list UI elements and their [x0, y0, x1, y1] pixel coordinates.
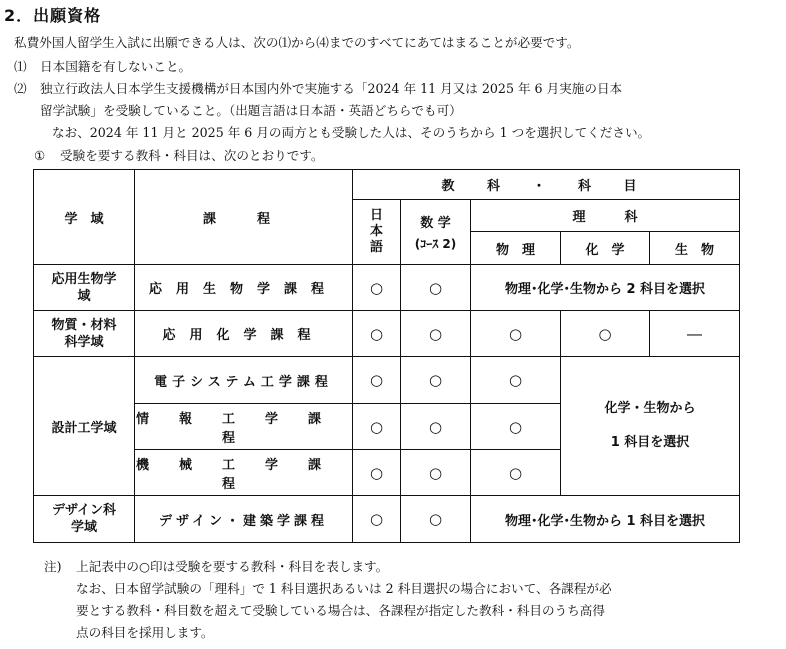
header-physics: 物 理 [471, 232, 561, 265]
item-1 [14, 57, 191, 77]
header-course: 課 程 [135, 170, 353, 265]
mark-math: ○ [401, 496, 471, 543]
header-math [401, 200, 471, 265]
intro-text: 私費外国人留学生入試に出願できる人は、次の⑴から⑷までのすべてにあてはまることが必要です。 [14, 35, 580, 50]
header-biology: 生 物 [650, 232, 740, 265]
mark-math: ○ [401, 265, 471, 311]
mark-japanese: ○ [353, 450, 401, 496]
header-chemistry: 化 学 [561, 232, 650, 265]
header-math-label: 数 学 [420, 216, 451, 231]
sub-item-number: ① [34, 148, 46, 163]
note-line-3: 要とする教科・科目数を超えて受験している場合は、各課程が指定した教科・科目のうち高得 [76, 603, 605, 618]
course-info: 情報工学課程 [135, 404, 353, 450]
mark-math: ○ [401, 450, 471, 496]
note-line-2: なお、日本留学試験の「理科」で 1 科目選択あるいは 2 科目選択の場合において、各課程が必 [76, 581, 612, 596]
header-area: 学 域 [34, 170, 135, 265]
course-electronics: 電子システム工学課程 [135, 357, 353, 404]
area-applied-bio: 応用生物学域 [34, 265, 135, 311]
item-2-line-2: 留学試験」を受験していること。（出題言語は日本語・英語どちらでも可） [40, 103, 462, 118]
course-applied-chem: 応用化学課程 [135, 311, 353, 357]
subjects-table [33, 169, 740, 543]
mark-japanese: ○ [353, 404, 401, 450]
note-line-1: 上記表中の○印は受験を要する教科・科目を表します。 [76, 559, 389, 574]
item-2-line-1 [14, 79, 622, 99]
mark-japanese: ○ [353, 357, 401, 404]
note-label: 注) [44, 559, 62, 574]
header-subjects: 教 科 ・ 科 目 [353, 170, 740, 200]
course-design-arch: デザイン・建築学課程 [135, 496, 353, 543]
area-design-sci: デザイン科学域 [34, 496, 135, 543]
item-1-text: 日本国籍を有しないこと。 [40, 59, 192, 74]
mark-physics: ○ [471, 311, 561, 357]
area-design-eng: 設計工学域 [34, 357, 135, 496]
header-math-course: (ｺｰｽ 2) [414, 237, 457, 251]
area-materials: 物質・材料科学域 [34, 311, 135, 357]
mark-chemistry: ○ [561, 311, 650, 357]
mark-japanese: ○ [353, 496, 401, 543]
item-1-number: ⑴ [14, 59, 27, 74]
science-note-design-sci: 物理･化学･生物から 1 科目を選択 [471, 496, 740, 543]
mark-japanese: ○ [353, 311, 401, 357]
science-note-design-eng [561, 357, 740, 496]
mark-physics: ○ [471, 450, 561, 496]
course-mech: 機械工学課程 [135, 450, 353, 496]
item-2-line-3: なお、2024 年 11 月と 2025 年 6 月の両方とも受験した人は、そのうちから 1 つを選択してください。 [52, 125, 651, 140]
note-line-4: 点の科目を採用します。 [76, 625, 214, 640]
science-note-applied-bio: 物理･化学･生物から 2 科目を選択 [471, 265, 740, 311]
item-2-text-1: 独立行政法人日本学生支援機構が日本国内外で実施する「2024 年 11 月又は 2025 年 6 月実施の日本 [40, 81, 623, 96]
dash-biology: ― [650, 311, 740, 357]
mark-japanese: ○ [353, 265, 401, 311]
mark-physics: ○ [471, 404, 561, 450]
sub-item-text: 受験を要する教科・科目は、次のとおりです。 [60, 148, 324, 163]
mark-physics: ○ [471, 357, 561, 404]
course-applied-bio: 応用生物学課程 [135, 265, 353, 311]
science-note-design-eng-2: 1 科目を選択 [610, 435, 690, 450]
header-science: 理 科 [471, 200, 740, 232]
science-note-design-eng-1: 化学・生物から [604, 401, 696, 416]
mark-math: ○ [401, 311, 471, 357]
sub-item-1 [34, 146, 323, 166]
header-japanese: 日本語 [353, 200, 401, 265]
item-2-number: ⑵ [14, 81, 27, 96]
mark-math: ○ [401, 404, 471, 450]
mark-math: ○ [401, 357, 471, 404]
section-heading: 2．出願資格 [4, 6, 102, 25]
